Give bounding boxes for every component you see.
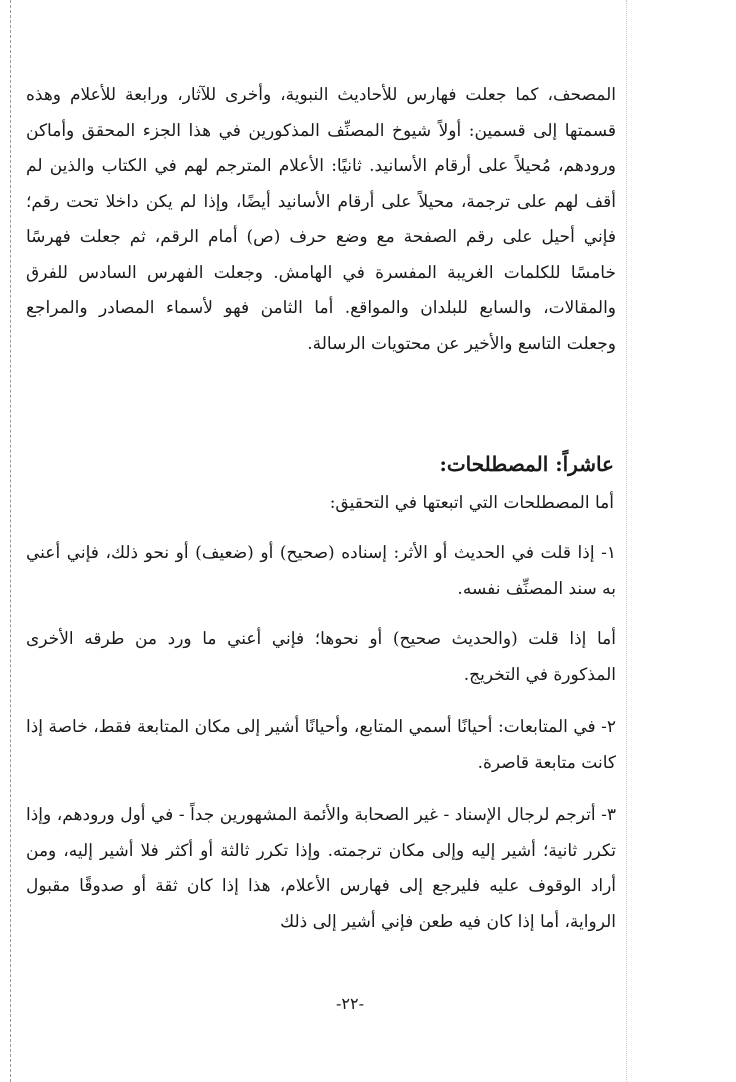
- terms-intro-paragraph: [54, 486, 614, 522]
- scan-crease-line: [626, 0, 627, 1082]
- terms-intro-text: أما المصطلحات التي اتبعتها في التحقيق:: [329, 493, 614, 513]
- term-item-3: [26, 798, 616, 940]
- term-item-2: [26, 710, 616, 781]
- term-item-2-text: ٢- في المتابعات: أحيانًا أسمي المتابع، وأحيانًا أشير إلى مكان المتابعة فقط، خاصة إذا كانت متابعة قاصرة.: [26, 717, 616, 773]
- section-heading: عاشراً: المصطلحات:: [439, 452, 614, 476]
- page-fold-line: [10, 0, 11, 1082]
- indexes-text: المصحف، كما جعلت فهارس للأحاديث النبوية، وأخرى للآثار، ورابعة للأعلام وهذه قسمتها إلى قسمين: أولاً شيوخ المصنِّف المذكورين في هذا الجزء المحقق وأماكن ورودهم، مُحيلاً على أرقام الأسانيد. ثانيًا: الأعلام المترجم لهم في الكتاب والذين لم أقف لهم على ترجمة، محيلاً على أرقام الأسانيد أيضًا، وإذا لم يكن داخلا تحت رقم؛ فإني أحيل على رقم الصفحة مع وضع حرف (ص) أمام الرقم، ثم جعلت فهرسًا خامسًا للكلمات الغريبة المفسرة في الهامش. وجعلت الفهرس السادس للفرق والمقالات، والسابع للبلدان والمواقع. أما الثامن فهو لأسماء المصادر والمراجع وجعلت التاسع والأخير عن محتويات الرسالة.: [26, 85, 616, 354]
- term-item-1-text: ١- إذا قلت في الحديث أو الأثر: إسناده (صحيح) أو (ضعيف) أو نحو ذلك، فإني أعني به سند المصنِّف نفسه.: [26, 543, 616, 599]
- term-item-1: [26, 536, 616, 607]
- term-item-3-text: ٣- أترجم لرجال الإسناد - غير الصحابة والأئمة المشهورين جداً - في أول ورودهم، وإذا تكرر ثانية؛ أشير إليه وإلى مكان ترجمته. وإذا تكرر ثالثة أو أكثر فلا أشير إليه، ومن أراد الوقوف عليه فليرجع إلى فهارس الأعلام، هذا إذا كان ثقة أو صدوقًا مقبول الرواية، أما إذا كان فيه طعن فإني أشير إلى ذلك: [26, 805, 616, 932]
- term-note-paragraph: [26, 622, 616, 693]
- term-note-text: أما إذا قلت (والحديث صحيح) أو نحوها؛ فإني أعني ما ورد من طرقه الأخرى المذكورة في التخريج.: [26, 629, 616, 685]
- page-number: -٢٢-: [336, 994, 364, 1013]
- indexes-paragraph: [26, 78, 616, 362]
